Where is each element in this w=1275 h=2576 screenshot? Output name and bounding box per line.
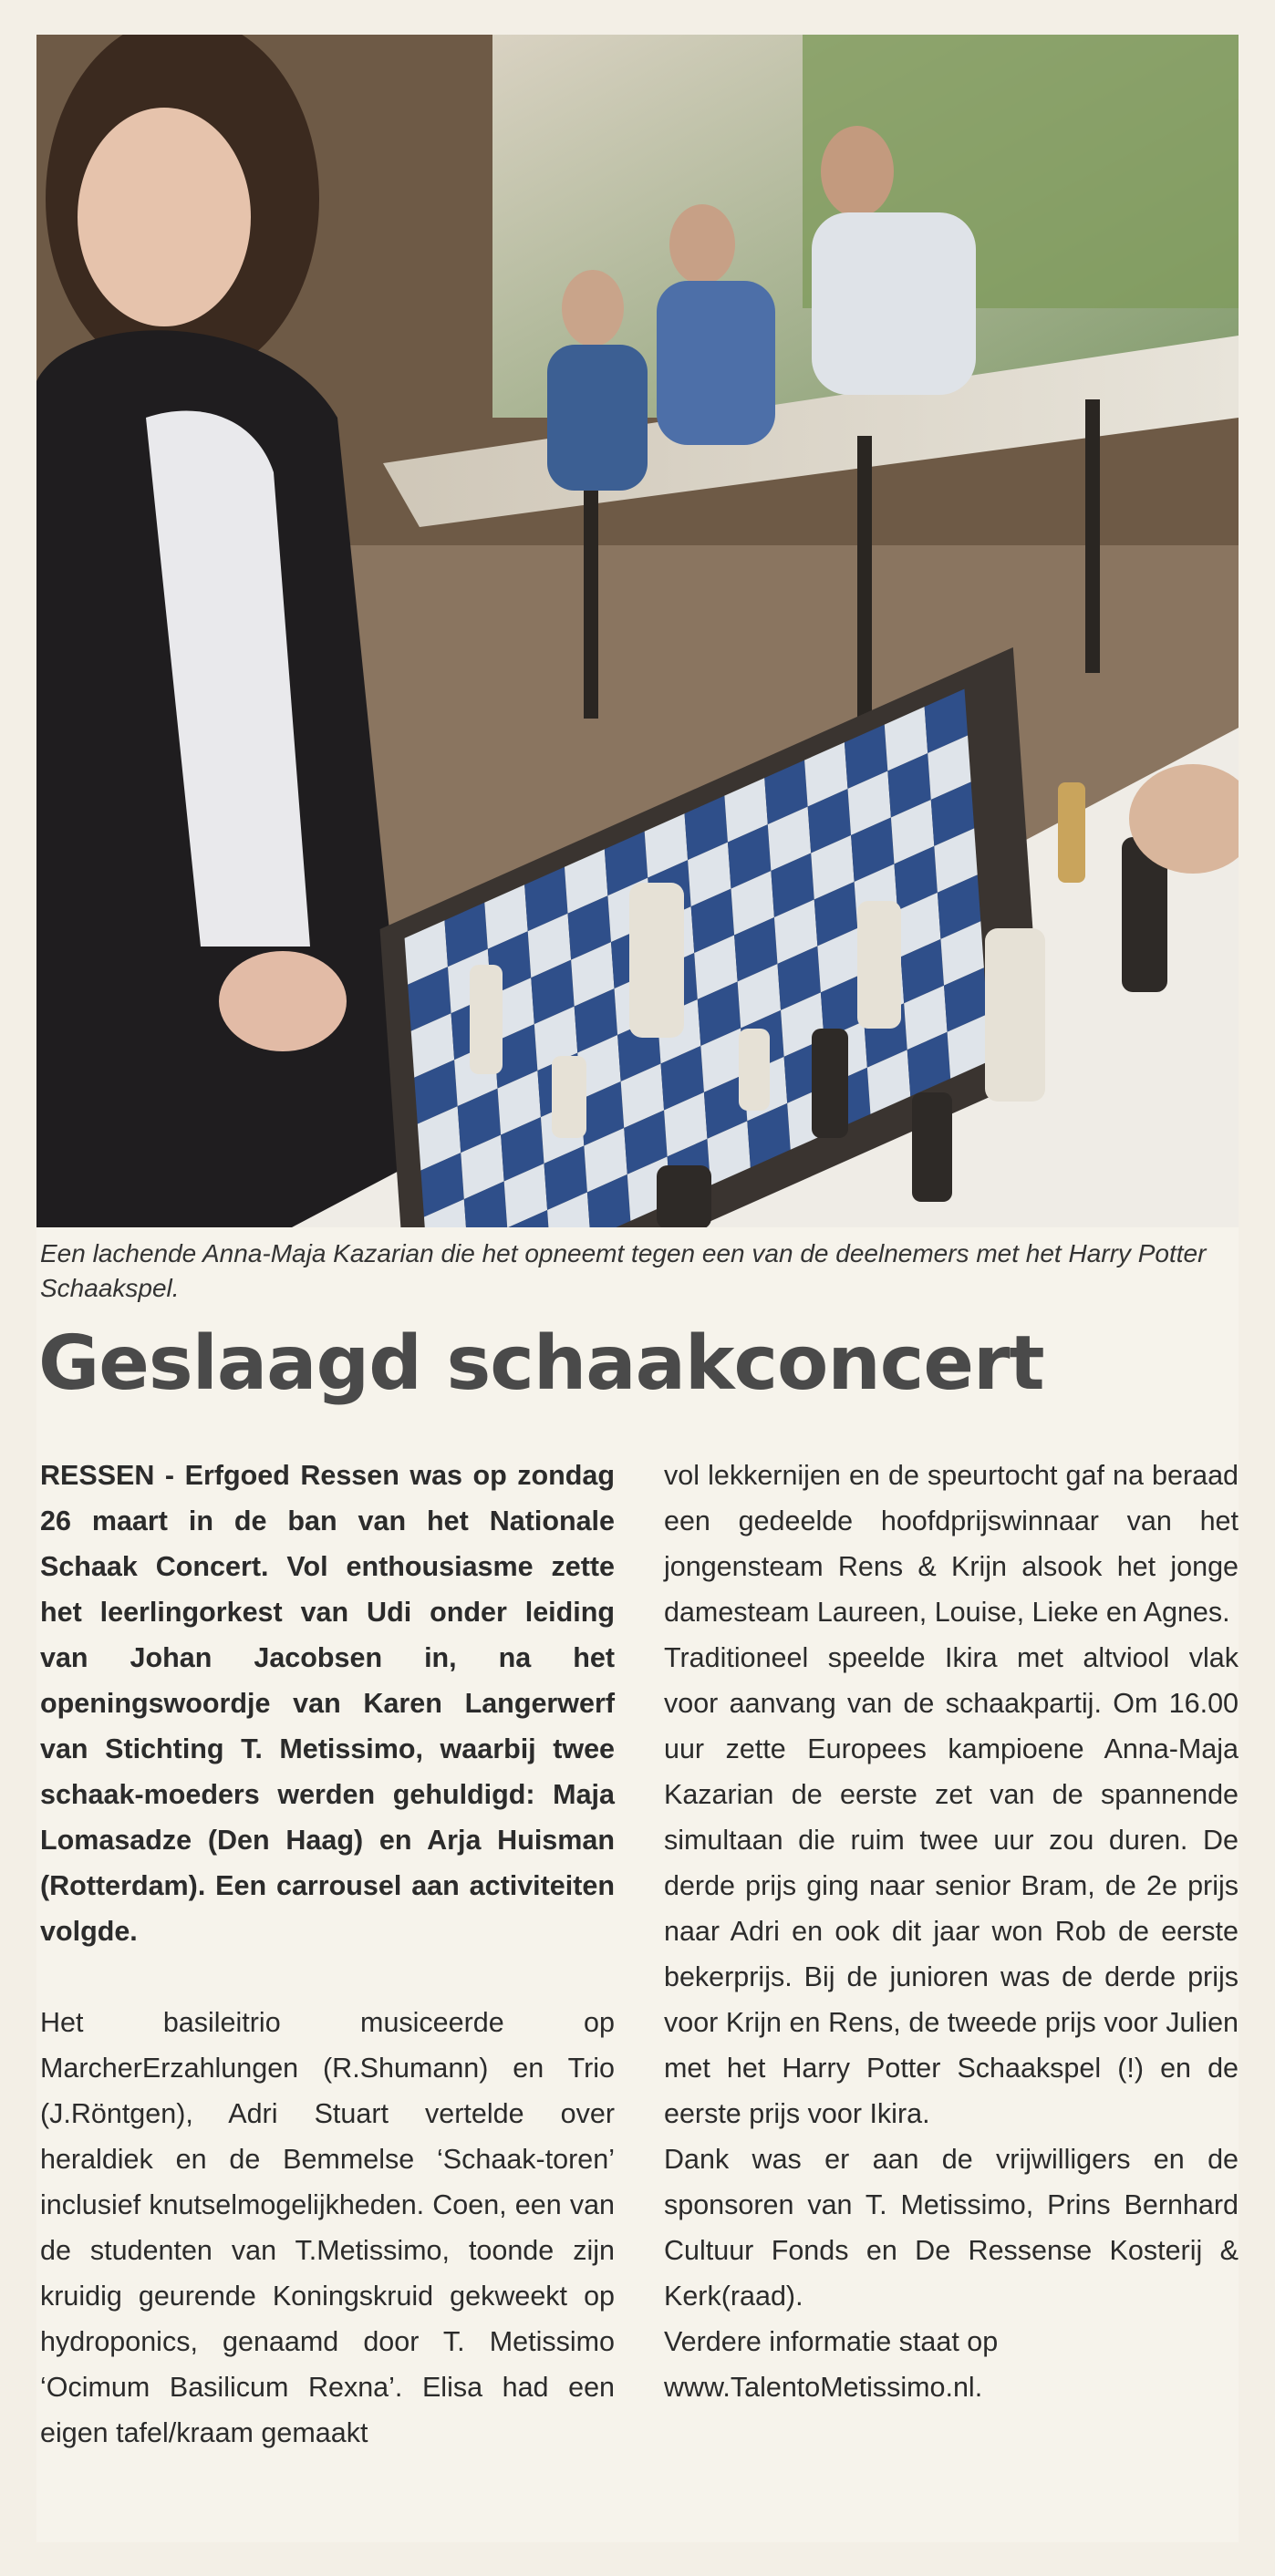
lead-paragraph — [40, 1453, 615, 1954]
body-paragraph: Verdere informatie staat op — [664, 2326, 999, 2357]
newspaper-clipping — [36, 35, 1239, 2542]
dateline: RESSEN - — [40, 1460, 175, 1491]
article-photo — [36, 35, 1239, 1227]
photo-caption: Een lachende Anna-Maja Kazarian die het opneemt tegen een van de deelnemers met het Harry Potter Schaakspel. — [40, 1239, 1207, 1302]
body-paragraph: vol lekkernijen en de speurtocht gaf na beraad een gedeelde hoofdprijswinnaar van het jongensteam Rens & Krijn alsook het jonge damesteam Laureen, Louise, Lieke en Agnes. — [664, 1460, 1239, 1628]
paragraph-gap — [40, 1954, 615, 2000]
article-column-right — [664, 1453, 1239, 2410]
chess-event-photo — [36, 35, 1239, 1227]
body-paragraph: Dank was er aan de vrijwilligers en de sponsoren van T. Metissimo, Prins Bernhard Cultuur Fonds en De Ressense Kosterij & Kerk(raad). — [664, 2144, 1239, 2312]
article-headline: Geslaagd schaakconcert — [38, 1320, 1044, 1407]
website-link[interactable]: www.TalentoMetissimo.nl. — [664, 2372, 983, 2403]
article-column-left — [40, 1453, 615, 2456]
lead-text: Erfgoed Ressen was op zondag 26 maart in de ban van het Nationale Schaak Concert. Vol enthousiasme zette het leerlingorkest van Udi onder leiding van Johan Jacobsen in, na het openingswoordje van Karen Langerwerf van Stichting T. Metissimo, waarbij twee schaak-moeders werden gehuldigd: Maja Lomasadze (Den Haag) en Arja Huisman (Rotterdam). Een carrousel aan activiteiten volgde. — [40, 1460, 615, 1947]
body-paragraph: Traditioneel speelde Ikira met altviool vlak voor aanvang van de schaakpartij. Om 16.00 uur zette Europees kampioene Anna-Maja Kazarian de eerste zet van de spannende simultaan die ruim twee uur zou duren. De derde prijs ging naar senior Bram, de 2e prijs naar Adri en ook dit jaar won Rob de eerste bekerprijs. Bij de junioren was de derde prijs voor Krijn en Rens, de tweede prijs voor Julien met het Harry Potter Schaakspel (!) en de eerste prijs voor Ikira. — [664, 1642, 1239, 2129]
body-paragraph: Het basileitrio musiceerde op MarcherErzahlungen (R.Shumann) en Trio (J.Röntgen), Adri Stuart vertelde over heraldiek en de Bemmelse ‘Schaak-toren’ inclusief knutselmogelijkheden. Coen, een van de studenten van T.Metissimo, toonde zijn kruidig geurende Koningskruid gekweekt op hydroponics, genaamd door T. Metissimo ‘Ocimum Basilicum Rexna’. Elisa had een eigen tafel/kraam gemaakt — [40, 2007, 615, 2448]
